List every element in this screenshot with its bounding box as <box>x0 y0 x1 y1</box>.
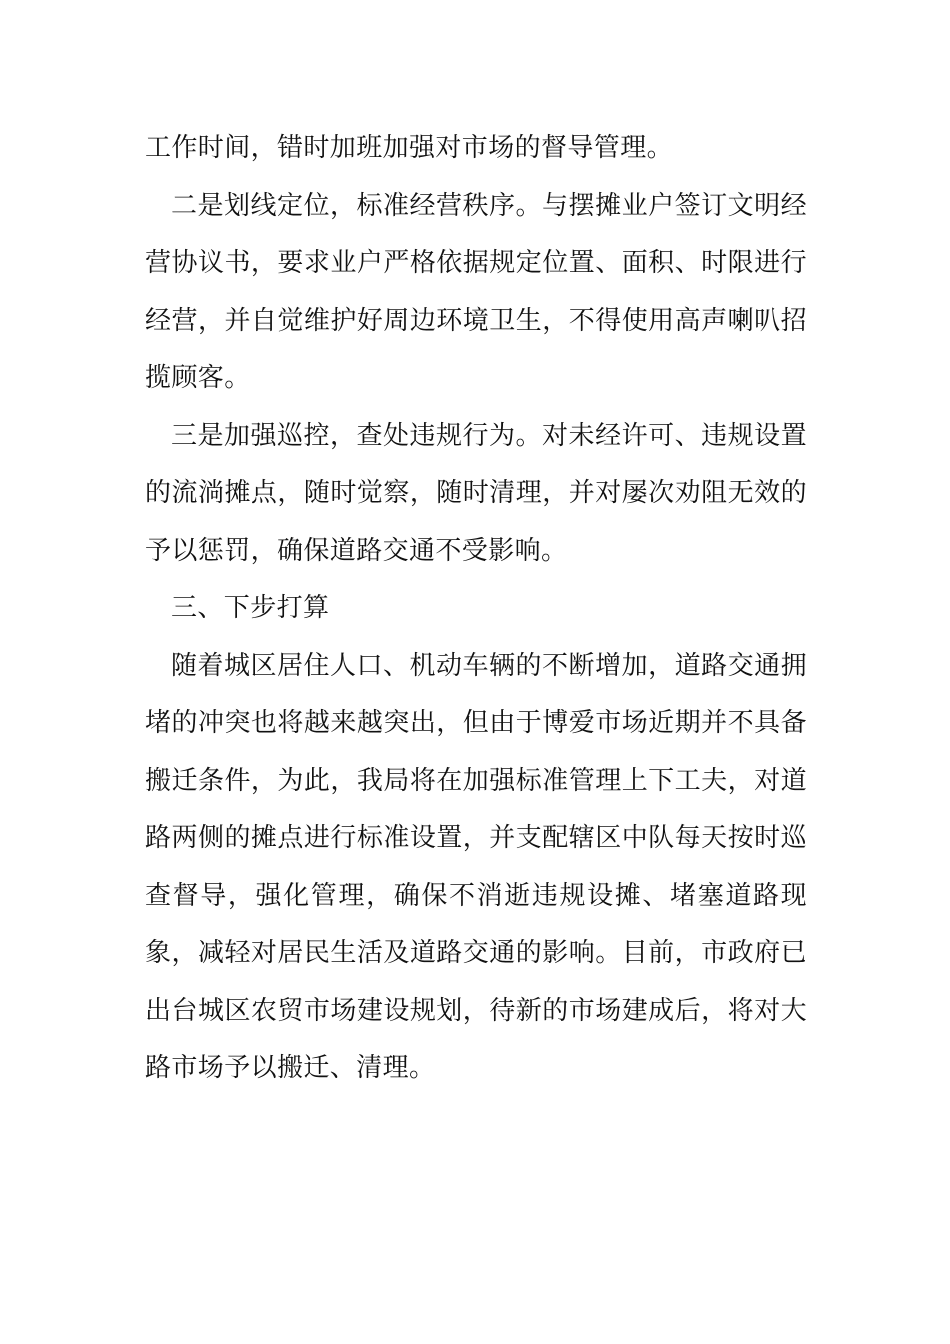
paragraph-next-steps-body: 随着城区居住人口、机动车辆的不断增加，道路交通拥堵的冲突也将越来越突出，但由于博爱市场近期并不具备搬迁条件，为此，我局将在加强标准管理上下工夫，对道路两侧的摊点进行标准设置，并支配辖区中队每天按时巡查督导，强化管理，确保不消逝违规设摊、堵塞道路现象，减轻对居民生活及道路交通的影响。目前，市政府已出台城区农贸市场建设规划，待新的市场建成后，将对大路市场予以搬迁、清理。 <box>145 650 807 1083</box>
section-heading-next-steps: 三、下步打算 <box>171 593 330 623</box>
paragraph-point-two: 二是划线定位，标准经营秩序。与摆摊业户签订文明经营协议书，要求业户严格依据规定位置、面积、时限进行经营，并自觉维护好周边环境卫生，不得使用高声喇叭招揽顾客。 <box>145 190 807 393</box>
paragraph-continuation: 工作时间，错时加班加强对市场的督导管理。 <box>145 133 674 163</box>
paragraph-point-three: 三是加强巡控，查处违规行为。对未经许可、违规设置的流淌摊点，随时觉察，随时清理，并对屡次劝阻无效的予以惩罚，确保道路交通不受影响。 <box>145 420 807 566</box>
document-body <box>145 120 807 1098</box>
